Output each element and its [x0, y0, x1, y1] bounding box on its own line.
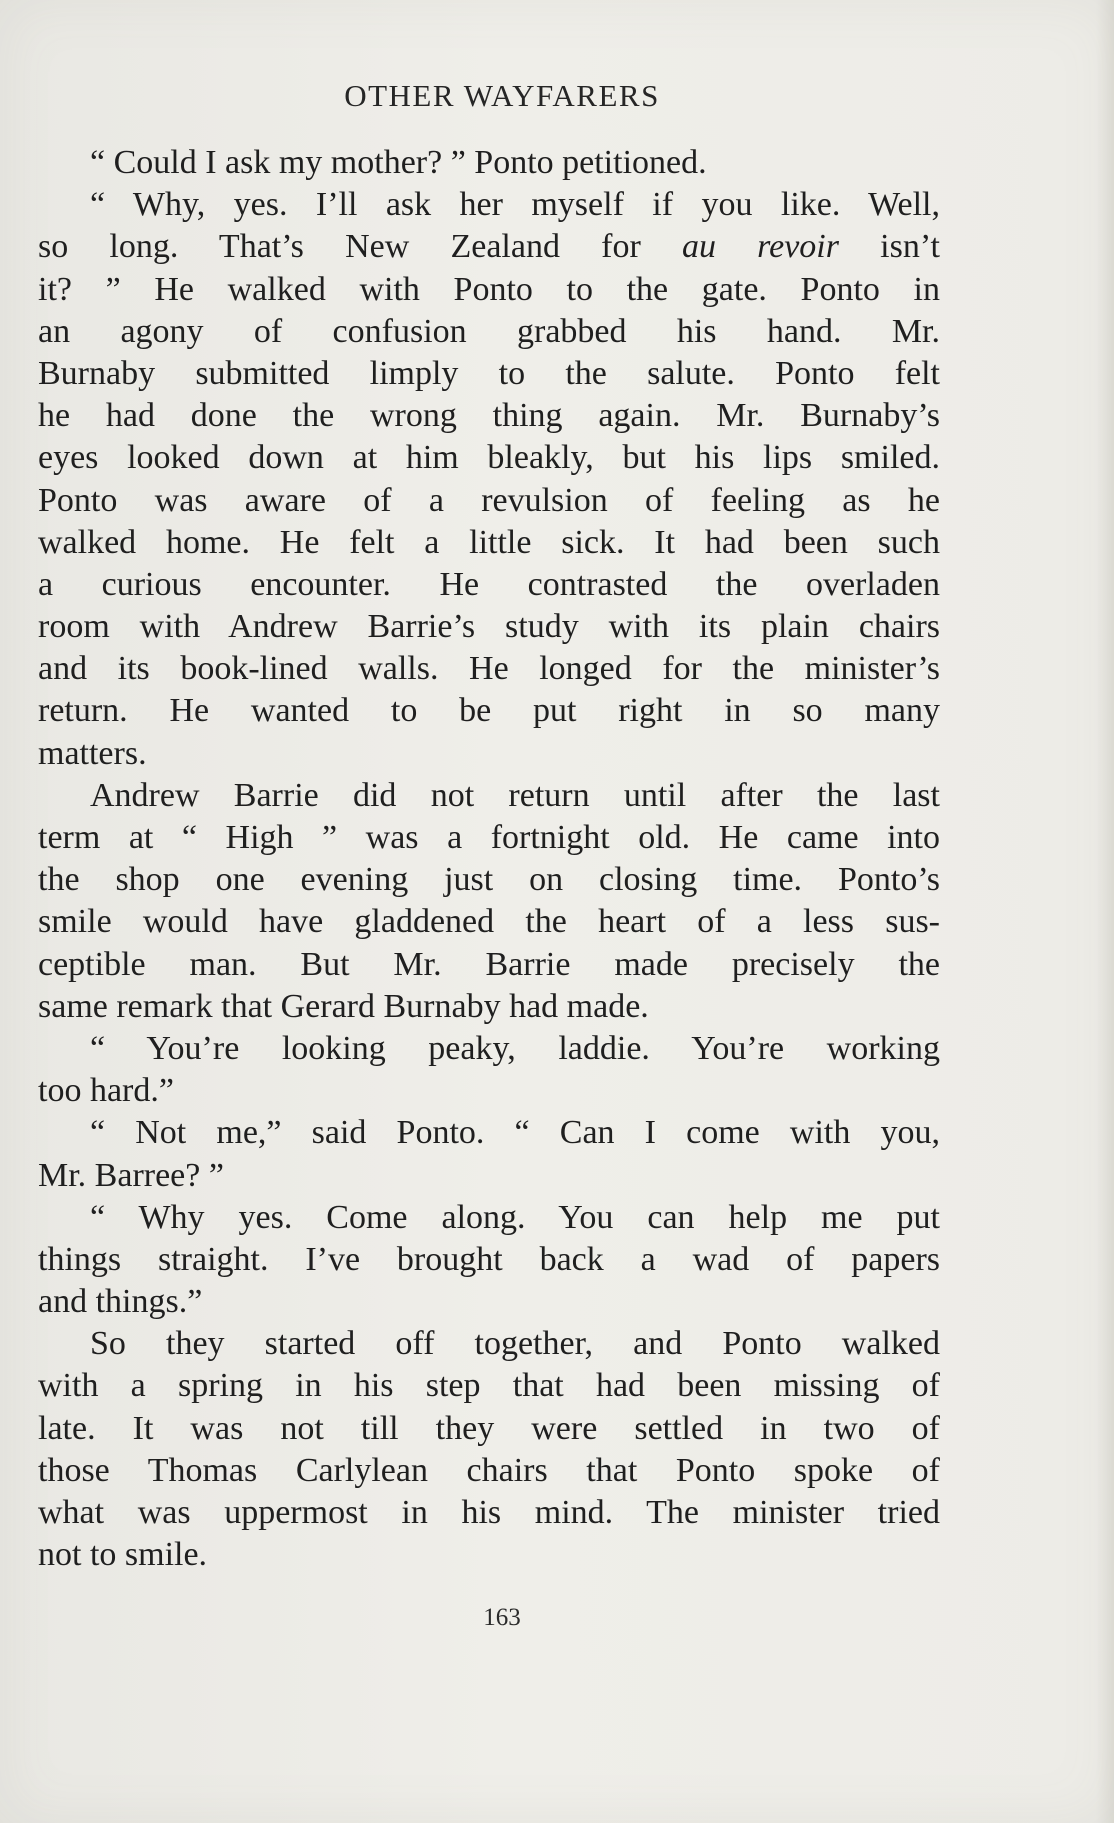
text-line: “ Why yes. Come along. You can help me put — [90, 1198, 940, 1236]
text-line: “ Not me,” said Ponto. “ Can I come with you, — [90, 1114, 940, 1152]
text-line — [38, 226, 940, 268]
text-line: “ You’re looking peaky, laddie. You’re working — [90, 1029, 940, 1067]
text-line: ceptible man. But Mr. Barrie made precisely the — [38, 945, 940, 983]
text-line: too hard.” — [38, 1072, 174, 1110]
text-line: walked home. He felt a little sick. It had been such — [38, 523, 940, 561]
text-line: late. It was not till they were settled in two of — [38, 1409, 940, 1447]
text-line: same remark that Gerard Burnaby had made. — [38, 987, 649, 1025]
text-run: so long. That’s New Zealand for — [38, 228, 682, 266]
text-line: room with Andrew Barrie’s study with its plain chairs — [38, 608, 940, 646]
text-line: not to smile. — [38, 1536, 208, 1574]
text-line: Mr. Barree? ” — [38, 1156, 224, 1194]
italic-phrase: au revoir — [681, 228, 839, 266]
text-line: things straight. I’ve brought back a wad of papers — [38, 1240, 940, 1278]
text-line: with a spring in his step that had been missing of — [38, 1367, 940, 1405]
text-line: smile would have gladdened the heart of a less sus- — [38, 903, 940, 941]
text-line: So they started off together, and Ponto walked — [90, 1325, 940, 1363]
text-line: eyes looked down at him bleakly, but his lips smiled. — [38, 439, 940, 477]
text-line: Burnaby submitted limply to the salute. Ponto felt — [38, 354, 940, 392]
text-run: isn’t — [838, 228, 940, 266]
page-number: 163 — [483, 1604, 521, 1631]
text-line: a curious encounter. He contrasted the overladen — [38, 565, 940, 603]
text-line: those Thomas Carlylean chairs that Ponto spoke of — [38, 1451, 940, 1489]
text-line: term at “ High ” was a fortnight old. He came into — [38, 819, 940, 856]
text-line: and things.” — [38, 1283, 203, 1321]
text-line: what was uppermost in his mind. The minister tried — [38, 1494, 940, 1531]
running-head: OTHER WAYFARERS — [344, 78, 660, 113]
text-line: Ponto was aware of a revulsion of feeling as he — [38, 481, 940, 519]
text-line: return. He wanted to be put right in so many — [38, 692, 940, 730]
body-text — [38, 142, 940, 1576]
text-line: it? ” He walked with Ponto to the gate. Ponto in — [38, 270, 940, 308]
text-line: the shop one evening just on closing time. Ponto’s — [38, 861, 940, 899]
text-line: and its book-lined walls. He longed for the minister’s — [38, 650, 940, 688]
text-line: “ Could I ask my mother? ” Ponto petitioned. — [90, 144, 707, 181]
text-line: an agony of confusion grabbed his hand. Mr. — [38, 312, 940, 350]
text-line: “ Why, yes. I’ll ask her myself if you like. Well, — [90, 186, 940, 224]
text-line: matters. — [38, 734, 147, 772]
text-line: Andrew Barrie did not return until after the last — [90, 776, 940, 814]
text-line: he had done the wrong thing again. Mr. Burnaby’s — [38, 397, 940, 435]
